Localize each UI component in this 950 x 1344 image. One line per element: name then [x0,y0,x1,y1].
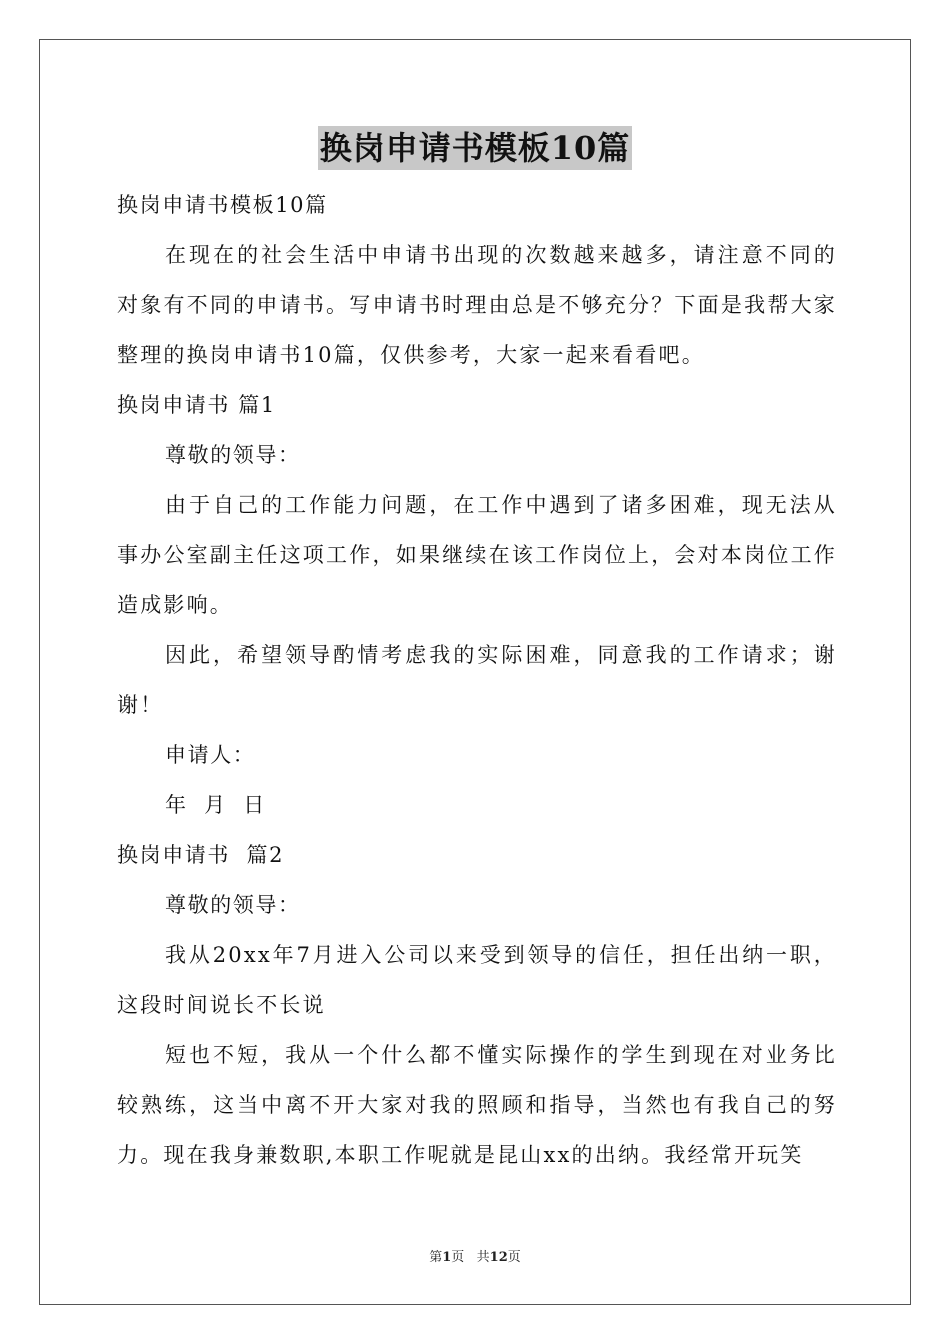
section-2-salutation: 尊敬的领导： [165,893,301,917]
intro-paragraph: 在现在的社会生活中申请书出现的次数越来越多，请注意不同的对象有不同的申请书。写申请书时理由总是不够充分？下面是我帮大家整理的换岗申请书10篇，仅供参考，大家一起来看看吧。 [117,243,837,367]
section-2-paragraph-1: 我从20xx年7月进入公司以来受到领导的信任，担任出纳一职，这段时间说长不长说 [117,943,837,1017]
subtitle: 换岗申请书模板10篇 [117,193,328,217]
page-footer [0,1246,950,1265]
footer-page-mid: 页 共 [451,1250,490,1265]
section-1-salutation: 尊敬的领导： [165,443,301,467]
section-1-heading: 换岗申请书 篇1 [117,393,276,417]
section-1-paragraph-2: 因此，希望领导酌情考虑我的实际困难，同意我的工作请求；谢谢！ [117,643,837,717]
section-1-date: 年 月 日 [165,793,266,817]
footer-page-current: 1 [442,1250,452,1265]
footer-page-total: 12 [489,1250,508,1265]
section-2-paragraph-2: 短也不短，我从一个什么都不懂实际操作的学生到现在对业务比较熟练，这当中离不开大家对我的照顾和指导，当然也有我自己的努力。现在我身兼数职,本职工作呢就是昆山xx的出纳。我经常开玩笑 [117,1043,837,1167]
document-body [117,180,837,1180]
title-container [0,126,950,170]
footer-page-prefix: 第 [429,1250,443,1265]
section-1-paragraph-1: 由于自己的工作能力问题，在工作中遇到了诸多困难，现无法从事办公室副主任这项工作，如果继续在该工作岗位上，会对本岗位工作造成影响。 [117,493,837,617]
document-title: 换岗申请书模板10篇 [318,126,633,170]
section-2-heading: 换岗申请书 篇2 [117,843,285,867]
footer-page-suffix: 页 [507,1250,521,1265]
section-1-applicant: 申请人： [165,743,256,767]
